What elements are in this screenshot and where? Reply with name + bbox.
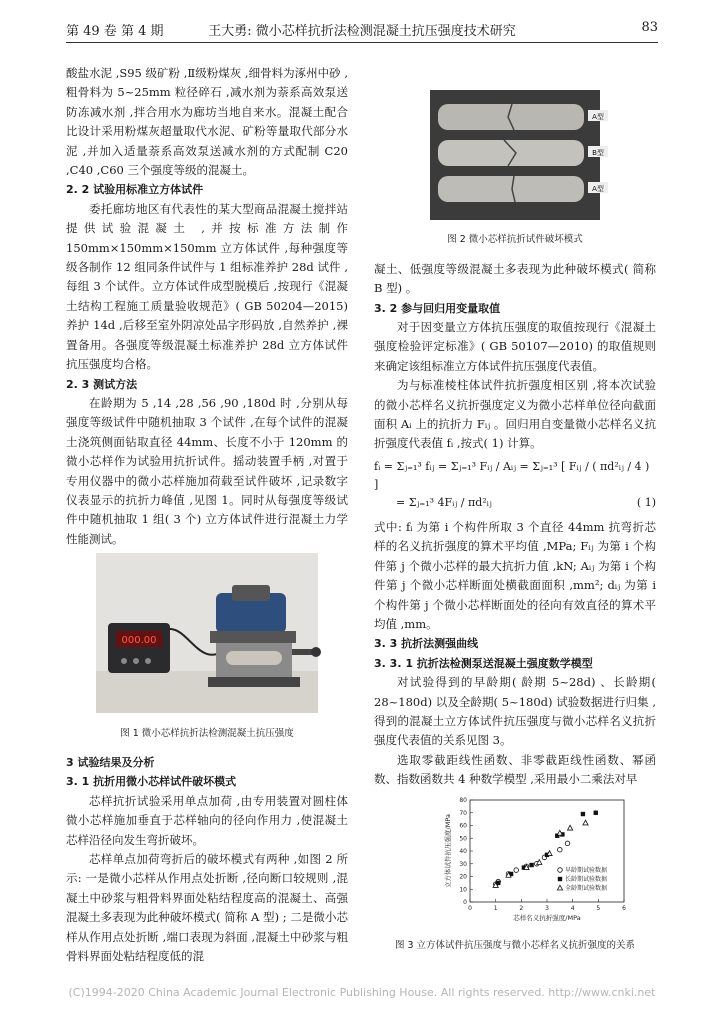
x-tick-label: 2 bbox=[519, 904, 524, 912]
paragraph-models: 选取零截距线性函数、非零截距线性函数、幂函数、指数函数共 4 种数学模型 ,采用最小二乘法对早 bbox=[374, 752, 656, 787]
fig2-label-1: A型 bbox=[592, 113, 604, 121]
legend-label-2: 长龄期试验数据 bbox=[565, 875, 608, 883]
legend-label-3: 全龄期试验数据 bbox=[565, 884, 608, 892]
x-tick-label: 5 bbox=[596, 904, 601, 912]
legend-marker-3 bbox=[557, 885, 562, 890]
fig2-label-2: B型 bbox=[592, 149, 604, 157]
data-point-series-2 bbox=[594, 810, 598, 814]
paragraph-failure-modes: 芯样单点加荷弯折后的破坏模式有两种 ,如图 2 所示: 一是微小芯样从作用点处折断 ,径向断口较规则 ,混凝土中砂浆与粗骨料界面处粘结程度高的混凝土、高强混凝土多表现为此种破坏模式( 简称 A 型) ; 二是微小芯样从作用点处折断 ,端口表现为斜面 ,混凝土中砂浆与粗骨料界面处粘结程度低的混 bbox=[66, 852, 348, 964]
y-tick-label: 10 bbox=[459, 885, 467, 893]
x-tick-label: 1 bbox=[493, 904, 498, 912]
y-axis-label: 立方体试件抗压强度/MPa bbox=[444, 813, 452, 888]
publisher-footer: (C)1994-2020 China Academic Journal Electronic Publishing House. All rights reserved. http://www.cnki.net bbox=[68, 986, 656, 999]
data-point-series-1 bbox=[558, 847, 563, 852]
figure-3-chart bbox=[374, 794, 656, 932]
section-2-3-heading: 2. 3 测试方法 bbox=[66, 377, 138, 391]
x-tick-label: 3 bbox=[545, 904, 549, 912]
paragraph-loading: 芯样抗折试验采用单点加荷 ,由专用装置对圆柱体微小芯样施加垂直于芯样轴向的径向作用力 ,使混凝土芯样沿径向发生弯折破坏。 bbox=[66, 793, 348, 847]
y-tick-label: 0 bbox=[463, 898, 467, 906]
meter-display: 000.00 bbox=[121, 635, 157, 647]
legend-label-1: 早龄期试验数据 bbox=[565, 866, 608, 874]
paragraph-symbol-definitions: 式中: fᵢ 为第 i 个构件所取 3 个直径 44mm 抗弯折芯样的名义抗折强度的算术平均值 ,MPa; Fᵢⱼ 为第 i 个构件第 j 个微小芯样的最大抗折力值 ,kN; Aᵢⱼ 为第 i 个构件第 j 个微小芯样断面处横截面面积 ,mm²; dᵢⱼ 为第 i 个构件第 j 个微小芯样断面处的径向有效直径的算术平均值 ,mm。 bbox=[374, 519, 656, 631]
y-tick-label: 80 bbox=[459, 796, 467, 804]
equation-1 bbox=[374, 458, 656, 512]
data-point-series-2 bbox=[529, 862, 533, 866]
y-tick-label: 70 bbox=[459, 809, 467, 817]
section-3-2-heading: 3. 2 参与回归用变量取值 bbox=[374, 301, 501, 315]
x-tick-label: 6 bbox=[622, 904, 626, 912]
fig2-label-3: A型 bbox=[592, 185, 604, 193]
section-3-1-heading: 3. 1 抗折用微小芯样试件破坏模式 bbox=[66, 775, 237, 789]
y-tick-label: 60 bbox=[459, 822, 467, 830]
paragraph-test-method: 在龄期为 5 ,14 ,28 ,56 ,90 ,180d 时 ,分别从每强度等级试件中随机抽取 3 个试件 ,在每个试件的混凝土浇筑侧面钻取直径 44mm、长度不小于 120mm 的微小芯样作为试验用抗折试件。摇动装置手柄 ,对置于专用仪器中的微小芯样施加荷载至试件破坏 ,记录数字仪表显示的抗折力峰值 ,见图 1。同时从每强度等级试件中随机抽取 1 组( 3 个) 立方体试件进行混凝土力学性能测试。 bbox=[66, 395, 348, 546]
right-column bbox=[374, 64, 656, 965]
scatter-chart bbox=[374, 794, 656, 926]
equation-1-line-1: fᵢ = Σⱼ₌₁³ fᵢⱼ = Σⱼ₌₁³ Fᵢⱼ / Aᵢⱼ = Σⱼ₌₁³ [ Fᵢⱼ / ( πd²ᵢⱼ / 4 ) ] bbox=[374, 459, 650, 491]
data-point-series-2 bbox=[581, 811, 585, 815]
left-column bbox=[66, 64, 348, 966]
figure-3-caption: 图 3 立方体试件抗压强度与微小芯样名义抗折强度的关系 bbox=[394, 939, 636, 951]
data-point-series-1 bbox=[565, 841, 570, 846]
page-header bbox=[66, 16, 658, 43]
x-tick-label: 0 bbox=[468, 904, 472, 912]
journal-volume: 第 49 卷 第 4 期 bbox=[66, 24, 164, 39]
paragraph-independent-variable: 为与标准棱柱体试件抗折强度相区别 ,将本次试验的微小芯样名义抗折强度定义为微小芯样单位径向截面面积 Aᵢ 上的抗折力 Fᵢⱼ 。回归用自变量微小芯样名义抗折强度代表值 fᵢ ,按式( 1) 计算。 bbox=[374, 378, 656, 451]
x-axis-label: 芯样名义抗折强度/MPa bbox=[513, 913, 581, 922]
section-3-3-1-heading: 3. 3. 1 抗折法检测泵送混凝土强度数学模型 bbox=[374, 656, 593, 670]
y-tick-label: 40 bbox=[459, 847, 467, 855]
y-tick-label: 50 bbox=[459, 834, 467, 842]
section-3-3-heading: 3. 3 抗折法测强曲线 bbox=[374, 637, 479, 651]
paragraph-data-collection: 对试验得到的早龄期( 龄期 5~28d) 、长龄期( 28~180d) 以及全龄期( 5~180d) 试验数据进行归集 ,得到的混凝土立方体试件抗压强度与微小芯样名义抗折强度代表值的关系见图 3。 bbox=[374, 675, 656, 748]
data-point-series-1 bbox=[514, 867, 519, 872]
figure-1-photo bbox=[66, 553, 348, 719]
paragraph-b-type: 凝土、低强度等级混凝土多表现为此种破坏模式( 简称 B 型) 。 bbox=[374, 261, 656, 296]
section-2-2-heading: 2. 2 试验用标准立方体试件 bbox=[66, 183, 204, 197]
paragraph-cube-specimens: 委托廊坊地区有代表性的某大型商品混凝土搅拌站提供试验混凝土 ,并按标准方法制作 150mm×150mm×150mm 立方体试件 ,每种强度等级各制作 12 组同条件试件与 1 组标准养护 28d 试件 ,每组 3 个试件。立方体试件成型脱模后 ,按现行《混凝土结构工程施工质量验收规范》( GB 50204—2015) 养护 14d ,后移至室外阴凉处品字形码放 ,自然养护 ,裸置备用。各强度等级混凝土标准养护 28d 立方体试件抗压强度均合格。 bbox=[66, 201, 348, 372]
figure-2-photo bbox=[374, 90, 656, 226]
legend-marker-1 bbox=[558, 867, 563, 872]
x-tick-label: 4 bbox=[570, 904, 575, 912]
paragraph-materials: 酸盐水泥 ,S95 级矿粉 ,Ⅱ级粉煤灰 ,细骨料为涿州中砂 ,粗骨料为 5~25mm 粒径碎石 ,减水剂为萘系高效泵送防冻减水剂 ,拌合用水为廊坊当地自来水。混凝土配合比设计采用粉煤灰超量取代水泥、矿粉等量取代部分水泥 ,并加入适量萘系高效泵送减水剂的方式配制 C20 ,C40 ,C60 三个强度等级的混凝土。 bbox=[66, 66, 348, 178]
equation-1-line-2: = Σⱼ₌₁³ 4Fᵢⱼ / πd²ᵢⱼ bbox=[396, 495, 492, 509]
data-point-series-3 bbox=[583, 820, 588, 825]
figure-1-caption: 图 1 微小芯样抗折法检测混凝土抗压强度 bbox=[120, 727, 294, 739]
paragraph-dependent-variable: 对于因变量立方体抗压强度的取值按现行《混凝土强度检验评定标准》( GB 50107—2010) 的取值规则来确定该组标准立方体试件抗压强度代表值。 bbox=[374, 320, 656, 373]
legend-marker-2 bbox=[558, 876, 562, 880]
y-tick-label: 30 bbox=[459, 860, 467, 868]
page-number: 83 bbox=[641, 20, 658, 35]
y-tick-label: 20 bbox=[459, 873, 467, 881]
data-point-series-3 bbox=[568, 825, 573, 830]
section-3-heading: 3 试验结果及分析 bbox=[66, 755, 155, 769]
running-title: 王大勇: 微小芯样抗折法检测混凝土抗压强度技术研究 bbox=[208, 24, 516, 39]
equation-number: ( 1) bbox=[636, 495, 656, 509]
figure-2-caption: 图 2 微小芯样抗折试件破坏模式 bbox=[447, 234, 583, 246]
